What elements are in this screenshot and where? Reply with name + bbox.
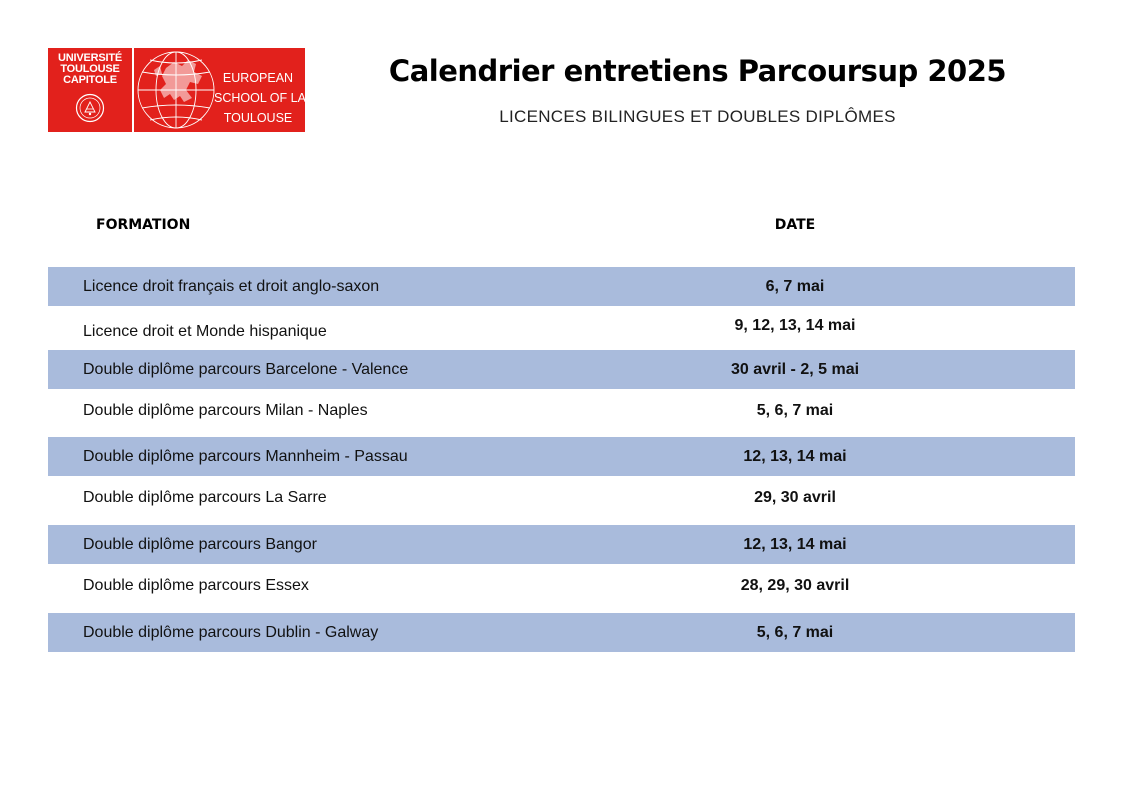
school-name-line-1: EUROPEAN <box>222 71 294 85</box>
table-row <box>48 267 1075 306</box>
university-logo <box>48 48 318 132</box>
table-row <box>48 613 1075 652</box>
date-cell: 12, 13, 14 mai <box>743 447 847 465</box>
date-cell: 12, 13, 14 mai <box>743 535 847 553</box>
formation-cell: Licence droit français et droit anglo-saxon <box>83 277 380 295</box>
formation-cell: Double diplôme parcours Barcelone - Valence <box>83 360 409 378</box>
formation-cell: Double diplôme parcours Essex <box>83 577 309 595</box>
page-subtitle: LICENCES BILINGUES ET DOUBLES DIPLÔMES <box>499 107 896 126</box>
formation-cell: Double diplôme parcours La Sarre <box>83 489 327 507</box>
date-cell: 6, 7 mai <box>765 277 825 295</box>
university-logo-panel <box>48 48 132 132</box>
formation-cell: Double diplôme parcours Bangor <box>83 535 317 553</box>
school-name <box>214 68 318 128</box>
school-logo-panel <box>134 48 318 132</box>
table-row <box>48 350 1075 389</box>
university-name <box>48 53 132 86</box>
date-cell: 28, 29, 30 avril <box>740 577 850 595</box>
table-row <box>48 564 1075 613</box>
table-row <box>48 306 1075 350</box>
formation-cell: Double diplôme parcours Milan - Naples <box>83 401 368 419</box>
university-seal-icon <box>75 93 105 123</box>
university-name-line-2: TOULOUSE <box>60 63 120 75</box>
school-name-line-2: SCHOOL OF LAW <box>214 91 318 105</box>
column-header-formation: FORMATION <box>96 217 191 233</box>
date-cell: 30 avril - 2, 5 mai <box>730 360 860 378</box>
formation-cell: Licence droit et Monde hispanique <box>83 323 327 341</box>
university-name-line-3: CAPITOLE <box>63 74 117 86</box>
europe-globe-icon <box>136 48 220 132</box>
date-cell: 5, 6, 7 mai <box>756 401 834 419</box>
school-name-line-3: TOULOUSE <box>223 111 293 125</box>
interview-schedule-table <box>48 267 1075 652</box>
date-cell: 9, 12, 13, 14 mai <box>734 316 856 334</box>
table-row <box>48 476 1075 525</box>
page-title: Calendrier entretiens Parcoursup 2025 <box>388 54 1007 88</box>
formation-cell: Double diplôme parcours Dublin - Galway <box>83 623 379 641</box>
table-row <box>48 389 1075 437</box>
table-row <box>48 525 1075 564</box>
university-name-line-1: UNIVERSITÉ <box>57 52 122 64</box>
column-header-date: DATE <box>774 217 816 233</box>
formation-cell: Double diplôme parcours Mannheim - Passau <box>83 447 408 465</box>
date-cell: 5, 6, 7 mai <box>756 623 834 641</box>
table-row <box>48 437 1075 476</box>
date-cell: 29, 30 avril <box>754 489 836 507</box>
